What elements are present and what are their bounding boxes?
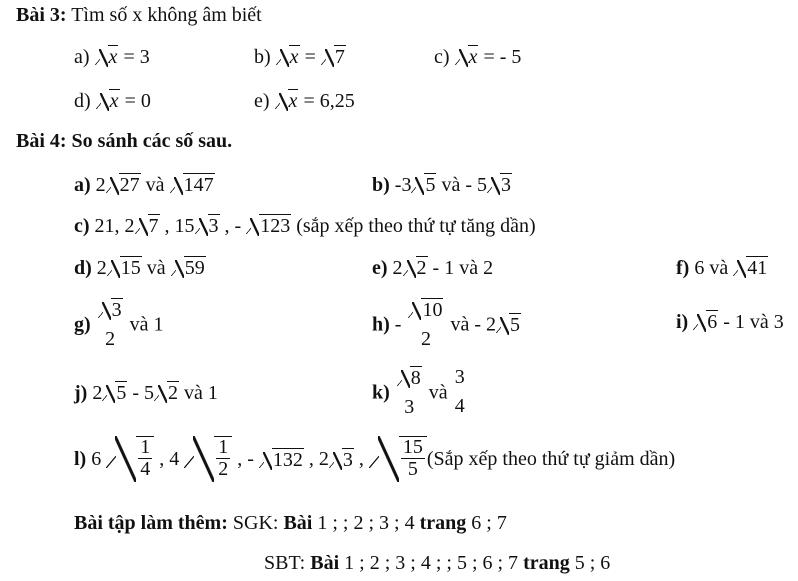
bai4-item-d: d) 2 15 và 59	[74, 257, 205, 279]
sqrt-symbol: $\frac{1}{4}$	[106, 436, 154, 482]
bai4-item-i: i) 6 - 1 và 3	[676, 311, 784, 333]
sqrt-symbol: 3	[98, 298, 123, 321]
sqrt-symbol: 5	[102, 381, 127, 403]
sqrt-symbol: x	[275, 89, 299, 111]
sqrt-symbol: 123	[246, 214, 291, 236]
bai4-item-k: k) 8 3 và 3 4	[372, 366, 465, 418]
sqrt-symbol: 132	[259, 448, 304, 470]
sqrt-symbol: $\frac{15}{5}$	[369, 436, 427, 482]
sqrt-symbol: 6	[693, 310, 718, 332]
fraction: 3 4	[454, 366, 465, 417]
extra-sbt-line: SBT: Bài 1 ; 2 ; 3 ; 4 ; ; 5 ; 6 ; 7 trang 5 ; 6	[264, 552, 611, 574]
sqrt-symbol: 2	[154, 381, 179, 403]
bai4-item-c: c) 21, 2 7 , 15 3 , - 123 (sắp xếp theo thứ tự tăng dần)	[74, 215, 536, 237]
sqrt-symbol: 7	[135, 214, 160, 236]
bai4-heading: Bài 4: So sánh các số sau.	[16, 130, 233, 152]
fraction: 8 3	[395, 366, 424, 418]
sqrt-symbol: $\frac{1}{2}$	[184, 436, 232, 482]
bai4-item-f: f) 6 và 41	[676, 257, 768, 279]
sqrt-symbol: 3	[487, 173, 512, 195]
sqrt-symbol: 10	[408, 298, 443, 321]
bai4-item-e: e) 2 2 - 1 và 2	[372, 257, 494, 279]
sqrt-symbol: 59	[171, 256, 206, 278]
sqrt-symbol: 2	[403, 256, 428, 278]
sqrt-symbol: x	[95, 45, 119, 67]
sqrt-symbol: x	[276, 45, 300, 67]
bai4-item-h: h) - 10 2 và - 2 5	[372, 299, 521, 350]
sqrt-symbol: 147	[170, 173, 215, 195]
bai3-item-d: d) x = 0	[74, 90, 151, 112]
sqrt-symbol: 41	[733, 256, 768, 278]
sqrt-symbol: 15	[107, 256, 142, 278]
bai3-item-e: e) x = 6,25	[254, 90, 355, 112]
bai4-item-g: g) 3 2 và 1	[74, 299, 164, 350]
bai3-label: Bài 3:	[16, 4, 67, 26]
sqrt-symbol: 7	[321, 45, 346, 67]
fraction: 3 2	[96, 298, 125, 350]
sqrt-symbol: 5	[411, 173, 436, 195]
sqrt-symbol: x	[96, 89, 120, 111]
bai4-item-l: l) 6 $\frac{1}{4}$ , 4 $\frac{1}{2}$ , - 132 , 2 3 , $\frac{15}{5}$ (Sắp xếp theo thứ tự giảm dần)	[74, 436, 676, 480]
sqrt-symbol: 3	[329, 448, 354, 470]
bai3-item-c: c) x = - 5	[434, 46, 522, 68]
bai3-title: Tìm số x không âm biết	[71, 4, 262, 26]
bai3-heading	[16, 5, 262, 25]
sqrt-symbol: x	[455, 45, 479, 67]
bai3-item-b: b) x = 7	[254, 46, 345, 68]
extra-sgk-line: Bài tập làm thêm: SGK: Bài 1 ; ; 2 ; 3 ; 4 trang 6 ; 7	[74, 512, 507, 534]
fraction: 10 2	[406, 298, 445, 350]
sqrt-symbol: 27	[106, 173, 141, 195]
bai4-item-a: a) 2 27 và 147	[74, 174, 214, 196]
sqrt-symbol: 8	[397, 366, 422, 389]
sqrt-symbol: 3	[195, 214, 220, 236]
bai4-item-j: j) 2 5 - 5 2 và 1	[74, 382, 218, 404]
sqrt-symbol: 5	[496, 313, 521, 335]
bai4-item-b: b) -3 5 và - 5 3	[372, 174, 512, 196]
bai3-item-a: a) x = 3	[74, 46, 150, 68]
